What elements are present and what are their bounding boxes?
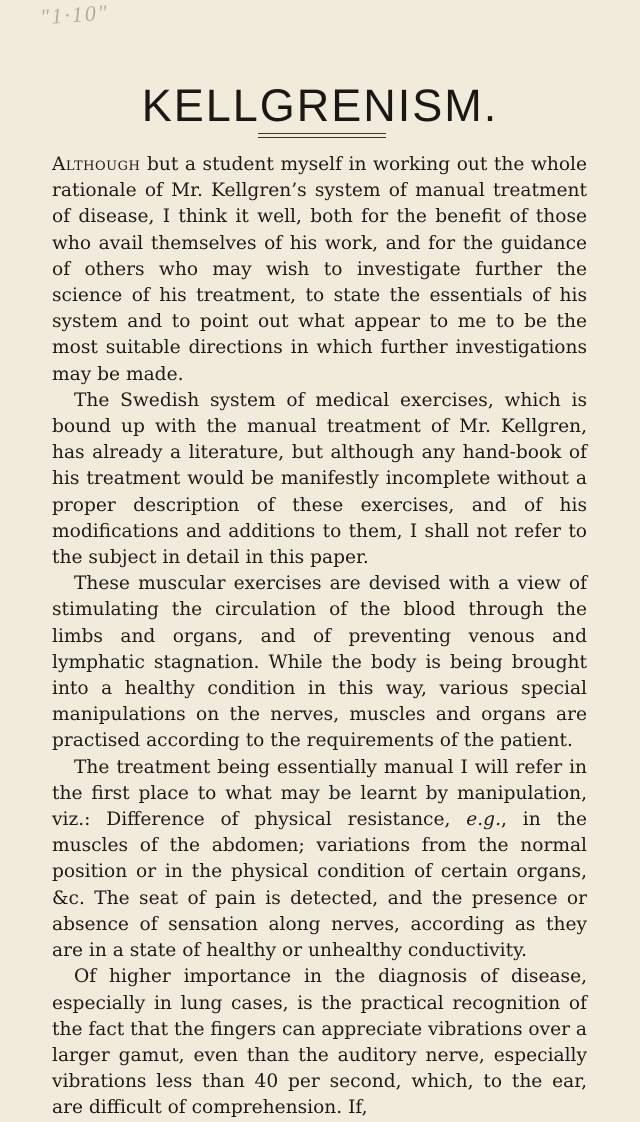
pencil-annotation: "1·10" [39, 0, 110, 30]
paragraph-4-part-a: The treatment being essentially manual I will refer in the first place to what may be learnt by manipulation, viz.: Difference of physical resistance, [52, 756, 587, 831]
paragraph-3: These muscular exercises are devised with a view of stimulating the circulation of the blood through the limbs and organs, and of preventing venous and lymphatic stagnation. While the body is being brought into a healthy condition in this way, various special manipulations on the nerves, muscles and organs are practised according to the requirements of the patient. [52, 573, 587, 752]
paragraph-4-eg: e.g. [466, 809, 501, 831]
title-rule-upper [258, 133, 386, 134]
paragraph-5: Of higher importance in the diagnosis of disease, especially in lung cases, is the practical recognition of the fact that the fingers can appreciate vibrations over a larger gamut, even than the auditory nerve, especially vibrations less than 40 per second, which, to the ear, are difficult of comprehension. If, [52, 966, 587, 1119]
paragraph-2: The Swedish system of medical exercises, which is bound up with the manual treatment of Mr. Kellgren, has already a literature, but although any hand-book of his treatment would be manifestly incomplete without a proper description of these exercises, and of his modifications and additions to them, I shall not refer to the subject in detail in this paper. [52, 389, 587, 569]
paragraph-4-part-b: , in the muscles of the abdomen; variations from the normal position or in the physical condition of certain organs, &c. The seat of pain is detected, and the presence or absence of sensation along nerves, according as they are in a state of healthy or unhealthy conductivity. [52, 809, 587, 962]
paragraph-1-rest: but a student myself in working out the whole rationale of Mr. Kellgren’s system of manual treatment of disease, I think it well, both for the benefit of those who avail themselves of his work, and for the guidance of others who may wish to investigate further the science of his treatment, to state the essentials of his system and to point out what appear to me to be the most suitable directions in which further investigations may be made. [52, 154, 587, 385]
paragraph-1 [52, 152, 587, 388]
title-rule-lower [258, 137, 386, 138]
paragraph-4 [52, 755, 587, 965]
page-title: KELLGRENISM. [141, 80, 499, 131]
body-text [52, 152, 587, 1122]
paragraph-1-lead: Although [52, 154, 141, 175]
